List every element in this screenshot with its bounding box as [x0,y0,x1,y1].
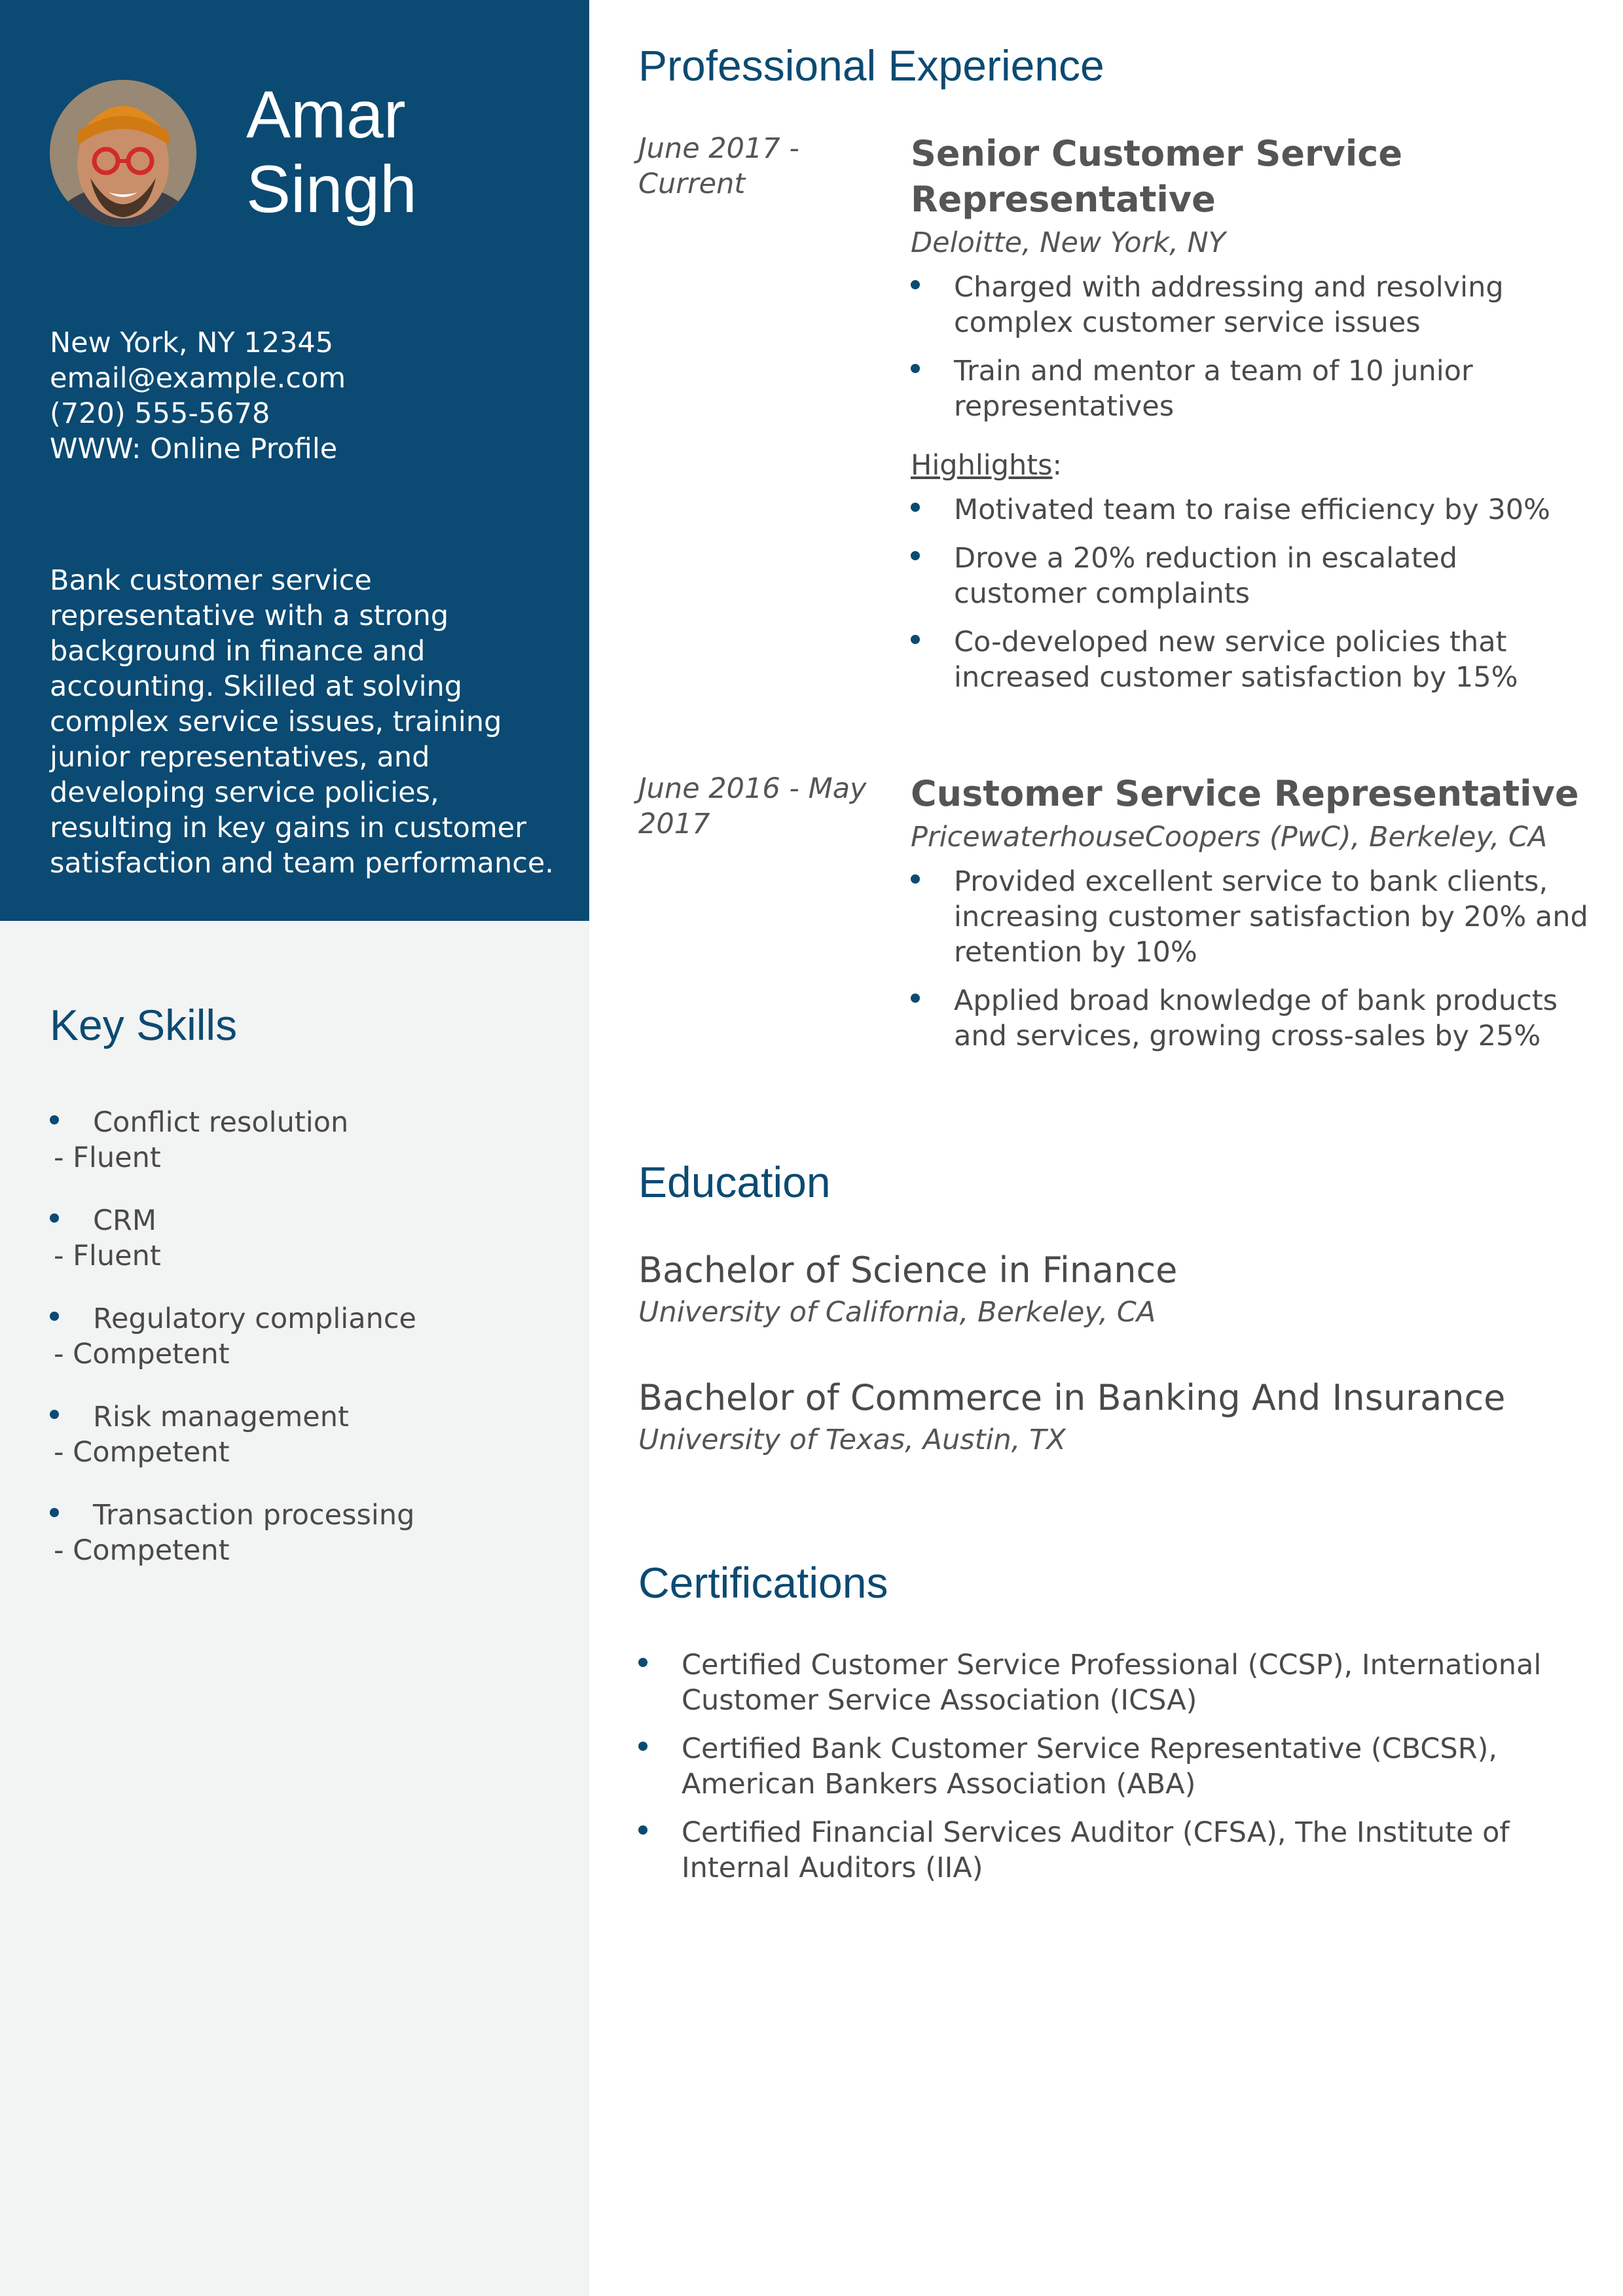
bullet-icon [50,1410,59,1419]
skill-level: - Fluent [54,1141,161,1174]
degree: Bachelor of Science in Finance [638,1249,1178,1291]
first-name: Amar [246,77,406,152]
experience-heading: Professional Experience [638,41,1104,90]
address: New York, NY 12345 [50,327,334,359]
highlights-label-colon: : [1052,449,1063,482]
profile-summary: Bank customer service representative with a strong background in finance and accounting. Skilled at solving complex service issues, training junior representatives, and developing service policies, resulting in key gains in customer satisfaction and team performance. [50,564,554,880]
candidate-name [246,77,574,226]
skill-name: Transaction processing [93,1499,415,1532]
school: University of Texas, Austin, TX [638,1424,1066,1456]
highlights-label [911,448,1594,483]
job-company: Deloitte, New York, NY [911,226,1226,259]
list-item: Applied broad knowledge of bank products and services, growing cross-sales by 25% [911,983,1594,1054]
website-link[interactable]: WWW: Online Profile [50,433,338,465]
skill-name: Risk management [93,1401,349,1433]
contact-info [50,325,560,467]
certifications-list [638,1647,1594,1899]
skill-level: - Competent [54,1436,230,1469]
list-item: Motivated team to raise efficiency by 30% [911,492,1594,528]
list-item: Train and mentor a team of 10 junior representatives [911,353,1594,424]
education-item [638,1249,1594,1330]
job-details [911,131,1594,708]
phone-number: (720) 555-5678 [50,397,270,430]
skill-item [50,1203,574,1301]
job-bullets [911,864,1594,1054]
skills-list [50,1105,574,1596]
bullet-icon [50,1312,59,1321]
email-link[interactable]: email@example.com [50,362,346,395]
skill-item [50,1105,574,1203]
degree: Bachelor of Commerce in Banking And Insurance [638,1377,1506,1418]
list-item: Certified Financial Services Auditor (CFSA), The Institute of Internal Auditors (IIA) [638,1815,1594,1886]
skill-item [50,1301,574,1399]
list-item: Certified Customer Service Professional (CCSP), International Customer Service Association (ICSA) [638,1647,1594,1718]
skill-name: Conflict resolution [93,1106,349,1139]
skill-item [50,1399,574,1498]
list-item: Drove a 20% reduction in escalated customer complaints [911,541,1594,611]
certifications-heading: Certifications [638,1558,888,1607]
skill-level: - Fluent [54,1240,161,1272]
bullet-icon [50,1213,59,1223]
bullet-icon [50,1115,59,1124]
job-title: Senior Customer Service Representative [911,133,1402,220]
job-title: Customer Service Representative [911,773,1579,814]
sidebar [0,0,589,2296]
skill-item [50,1498,574,1596]
education-item [638,1376,1594,1458]
highlights-list [911,492,1594,695]
sidebar-header [0,0,589,921]
last-name: Singh [246,152,417,226]
avatar-photo-icon [50,80,196,226]
list-item: Co-developed new service policies that increased customer satisfaction by 15% [911,624,1594,695]
job-dates: June 2017 - Current [638,132,799,200]
avatar [50,80,196,226]
highlights-label-text: Highlights [911,449,1053,482]
skill-level: - Competent [54,1534,230,1567]
skill-name: Regulatory compliance [93,1302,416,1335]
school: University of California, Berkeley, CA [638,1296,1156,1329]
skill-level: - Competent [54,1338,230,1371]
job-bullets [911,270,1594,424]
bullet-icon [50,1508,59,1517]
list-item: Certified Bank Customer Service Representative (CBCSR), American Bankers Association (ABA) [638,1731,1594,1802]
skill-name: CRM [93,1204,157,1237]
job-details [911,771,1594,1067]
job-company: PricewaterhouseCoopers (PwC), Berkeley, CA [911,821,1548,853]
list-item: Provided excellent service to bank clients, increasing customer satisfaction by 20% and retention by 10% [911,864,1594,970]
job-dates: June 2016 - May 2017 [638,772,867,840]
list-item: Charged with addressing and resolving complex customer service issues [911,270,1594,340]
skills-heading: Key Skills [50,1001,238,1049]
education-heading: Education [638,1158,831,1206]
